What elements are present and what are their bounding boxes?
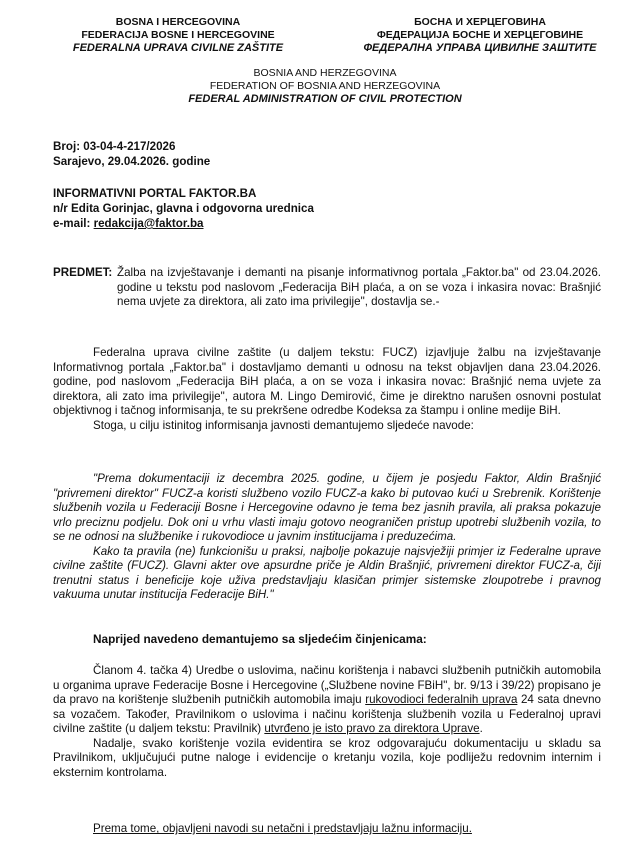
reference-place-date: Sarajevo, 29.04.2026. godine (53, 155, 211, 168)
recipient-block (53, 186, 314, 231)
subject-text: Žalba na izvještavanje i demanti na pisanje informativnog portala „Faktor.ba" od 23.04.2026. godine u tekstu pod naslovom „Federacija BiH plaća, a on se voza i inkasira novac: Brašnjić nema uvjete za direktora, ali zato ima privilegije", dostavlja se.- (117, 266, 601, 308)
closing-statement: Prema tome, objavljeni navodi su netačni i predstavljaju lažnu informaciju. (93, 822, 472, 835)
p3-c: . (479, 722, 483, 735)
header-center (150, 67, 500, 106)
p4: Nadalje, svako korištenje vozila evidentira se kroz odgovarajuću dokumentaciju u skladu sa Pravilnikom, uključujući putne naloge i evidencije o kretanju vozila, koje podliježu redovnim internim i eksternim kontrolama. (53, 736, 601, 779)
header-right-line3: ФЕДЕРАЛНА УПРАВА ЦИВИЛНЕ ЗАШТИТЕ (363, 42, 597, 54)
header-left (53, 16, 303, 55)
quote-paragraph-2: Kako ta pravila (ne) funkcionišu u praksi, najbolje pokazuje najsvježiji primjer iz Federalne uprave civilne zaštite (FUCZ). Glavni akter ove apsurdne priče je Aldin Brašnjić, privremeni direktor FUCZ-a, čiji trenutni status i beneficije koje uživa predstavljaju klasičan primjer sistemske zloupotrebe i pravnog vakuuma unutar institucija Federacije BiH." (53, 544, 601, 601)
p3 (53, 664, 601, 737)
header-left-line2: FEDERACIJA BOSNE I HERCEGOVINE (81, 29, 275, 41)
header-left-line3: FEDERALNA UPRAVA CIVILNE ZAŠTITE (72, 42, 284, 54)
recipient-attention: n/r Edita Gorinjac, glavna i odgovorna urednica (53, 202, 314, 215)
body-paragraph-3 (53, 664, 601, 780)
p3-a: Članom 4. tačka 4) Uredbe o uslovima, načinu korištenja i nabavci službenih putničkih automobila u organima uprave Federacije Bosne i Hercegovine („Službene novine FBiH", br. 9/13 i 39/22) propisano je da pravo na korištenje službenih putničkih automobila imaju (53, 664, 601, 706)
facts-heading: Naprijed navedeno demantujemo sa sljedećim činjenicama: (93, 632, 427, 646)
quote-paragraph-1: "Prema dokumentaciji iz decembra 2025. godine, u čijem je posjedu Faktor, Aldin Brašnjić "privremeni direktor" FUCZ-a koristi službeno vozilo FUCZ-a kako bi putovao kući u Srebrenik. Korištenje službenih vozila u Federaciji Bosne i Hercegovine odavno je tema bez jasnih pravila, ali praksa pokazuje vrlo preciznu podjelu. Dok oni u vrhu vlasti imaju gotovo neograničen pristup upotrebi službenih vozila, to se ne odnosi na službenike i rukovodioce u javnim institucijama i preduzećima. (53, 472, 601, 543)
recipient-email-line (53, 216, 314, 231)
recipient-name: INFORMATIVNI PORTAL FAKTOR.BA (53, 187, 257, 200)
header-right-line2: ФЕДЕРАЦИЈА БОСНЕ И ХЕРЦЕГОВИНЕ (376, 29, 584, 41)
p3-b: 24 sata dnevno sa vozačem. Također, Pravilnikom o uslovima i načinu korištenja službenih vozila u Federalnoj upravi civilne zaštite (u daljem tekstu: Pravilnik) (53, 693, 601, 735)
p3-underline-1: rukovodioci federalnih uprava (365, 693, 518, 706)
body-paragraph-1 (53, 346, 601, 433)
header-left-line1: BOSNA I HERCEGOVINA (115, 16, 241, 28)
recipient-email-link[interactable]: redakcija@faktor.ba (93, 217, 204, 230)
reference-block (53, 139, 210, 169)
p1: Federalna uprava civilne zaštite (u daljem tekstu: FUCZ) izjavljuje žalbu na izvještavanje Informativnog portala „Faktor.ba" i dostavljamo demanti u odnosu na tekst objavljen dana 23.04.2026. godine, pod naslovom „Federacija BiH plaća, a on se voza i inkasira novac: Brašnjić nema uvjete za direktora, ali zato ima privilegije", autora M. Lingo Demirović, čime je direktno narušen osnovni postulat objektivnog i tačnog informisanja, te su prekršene odredbe Kodeksa za štampu i online medije BiH. (53, 346, 601, 417)
subject-label: PREDMET: (53, 266, 113, 279)
recipient-email-label: e-mail: (53, 217, 94, 230)
header-center-line2: FEDERATION OF BOSNIA AND HERZEGOVINA (209, 80, 441, 92)
header-right (355, 16, 605, 55)
header-right-line1: БОСНА И ХЕРЦЕГОВИНА (414, 16, 546, 28)
p2: Stoga, u cilju istinitog informisanja javnosti demantujemo sljedeće navode: (93, 418, 474, 432)
reference-number: Broj: 03-04-4-217/2026 (53, 140, 176, 153)
quote-block (53, 472, 601, 603)
header-center-line1: BOSNIA AND HERZEGOVINA (253, 67, 397, 79)
p3-underline-2: utvrđeno je isto pravo za direktora Uprave (264, 722, 480, 735)
header-center-line3: FEDERAL ADMINISTRATION OF CIVIL PROTECTION (188, 93, 462, 105)
